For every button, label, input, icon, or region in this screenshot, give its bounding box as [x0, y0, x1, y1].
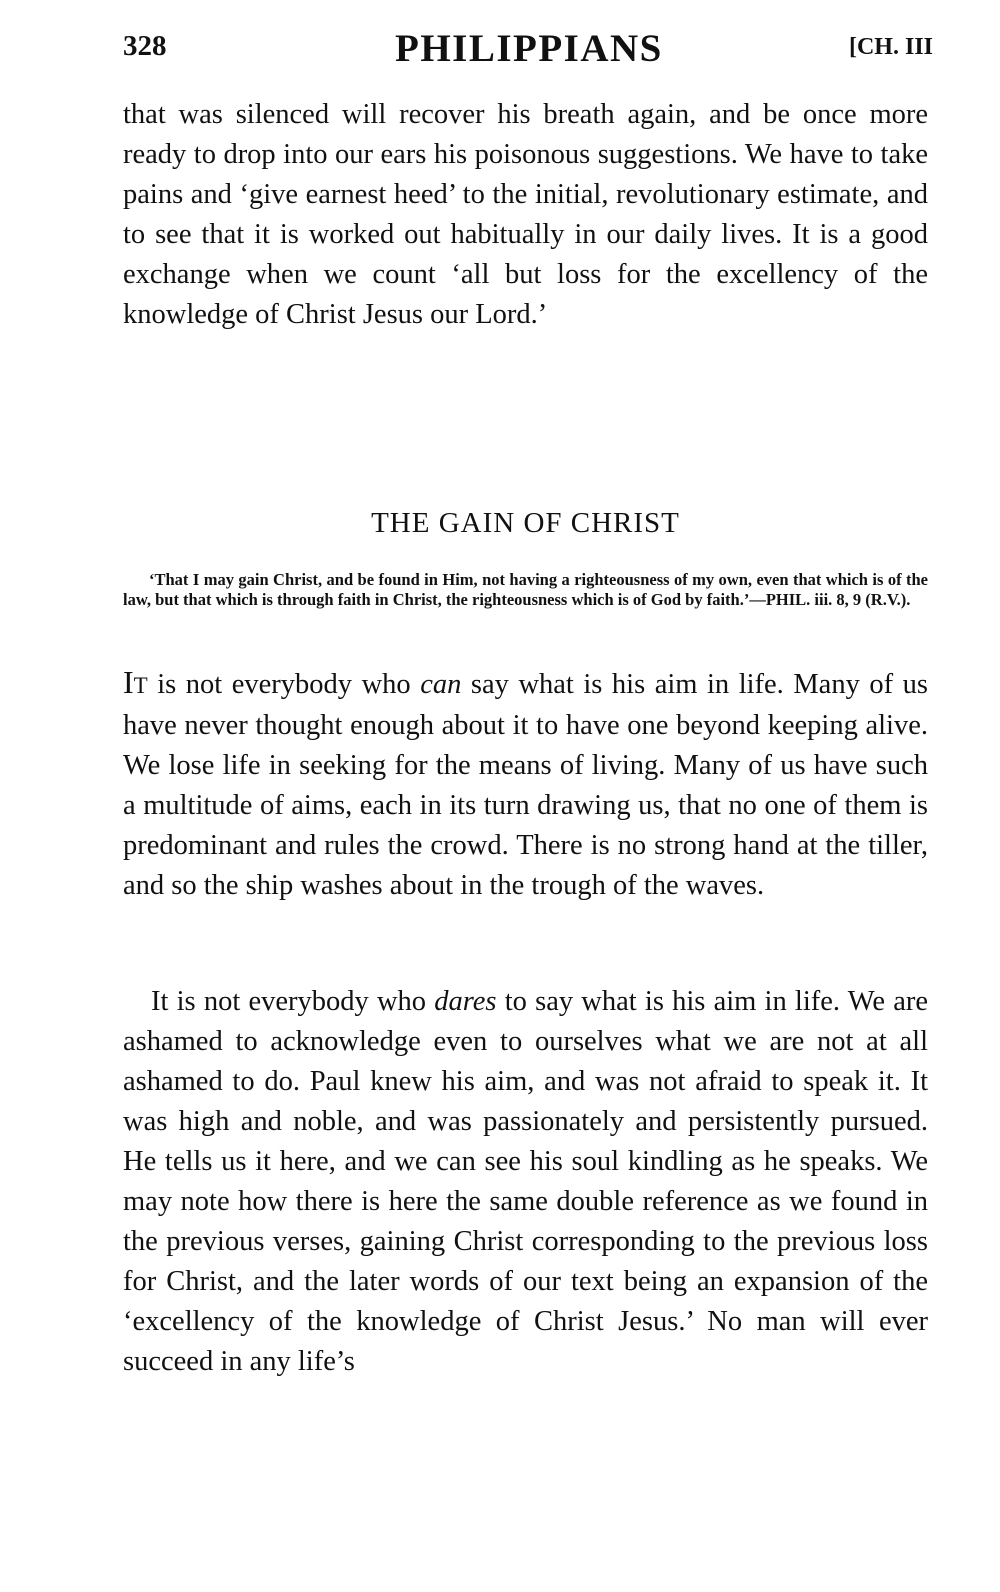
paragraph-2-text-b: to say what is his aim in life. We are ashamed to acknowledge even to ourselves what we are not at all ashamed to do. Paul knew his aim, and was not afraid to speak it. It was high and noble, and was passionately and persistently pursued. He tells us it here, and we can see his soul kindling as he speaks. We may note how there is here the same double reference as we found in the previous verses, gaining Christ corresponding to the previous loss for Christ, and the later words of our text being an expansion of the ‘excellency of the knowledge of Christ Jesus.’ No man will ever succeed in any life’s [123, 986, 928, 1377]
page-number: 328 [123, 30, 167, 62]
paragraph-1-text-b: say what is his aim in life. Many of us have never thought enough about it to have one beyond keeping alive. We lose life in seeking for the means of living. Many of us have such a multitude of aims, each in its turn drawing us, that no one of them is predominant and rules the crowd. There is no strong hand at the tiller, and so the ship washes about in the trough of the waves. [123, 669, 928, 901]
epigraph-quotation: ‘That I may gain Christ, and be found in Him, not having a righteousness of my own, even that which is of the law, but that which is through faith in Christ, the righteousness which is of God by faith.’—PHIL. iii. 8, 9 (R.V.). [123, 570, 928, 609]
continuation-paragraph: that was silenced will recover his breath again, and be once more ready to drop into our ears his poisonous suggestions. We have to take pains and ‘give earnest heed’ to the initial, revolutionary estimate, and to see that it is worked out habitually in our daily lives. It is a good exchange when we count ‘all but loss for the excellency of the knowledge of Christ Jesus our Lord.’ [123, 99, 928, 330]
paragraph-1-text-a: is not everybody who [147, 669, 421, 700]
running-head [123, 28, 933, 72]
chapter-reference: [CH. III [848, 34, 933, 60]
body-paragraph-2 [123, 982, 928, 1382]
running-title: PHILIPPIANS [395, 27, 663, 70]
body-paragraph-1 [123, 662, 928, 906]
section-title: THE GAIN OF CHRIST [371, 507, 680, 539]
opening-word [123, 664, 148, 700]
paragraph-2-text-a: It is not everybody who [151, 986, 435, 1017]
paragraph-2-italic: dares [434, 986, 497, 1017]
opening-small-cap: T [133, 673, 148, 698]
opening-capital: I [123, 664, 134, 700]
paragraph-1-italic: can [420, 669, 462, 700]
